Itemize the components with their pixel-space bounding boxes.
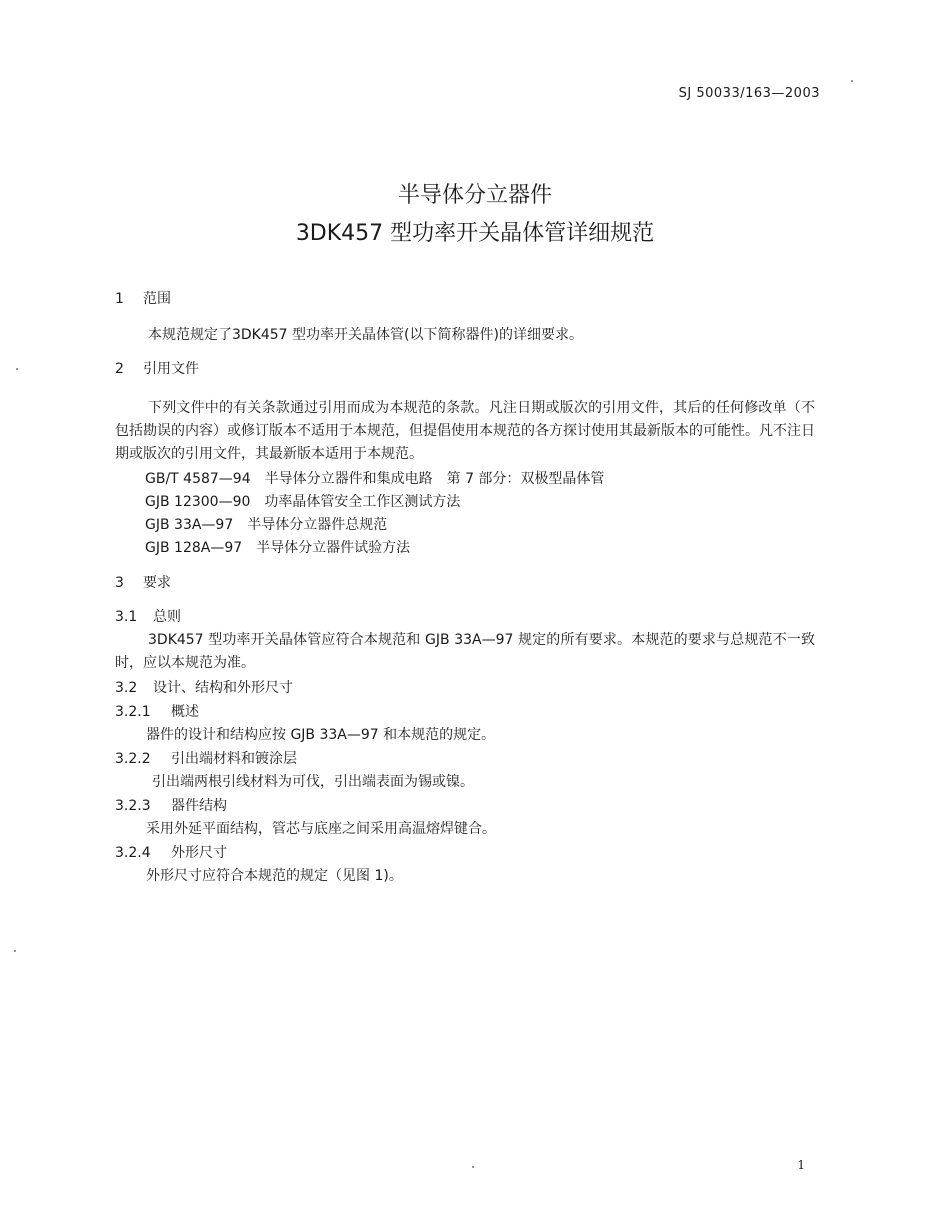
section-title: 外形尺寸 bbox=[171, 845, 227, 861]
section-number: 2 bbox=[115, 361, 124, 377]
section-title: 要求 bbox=[143, 575, 171, 591]
section-title: 总则 bbox=[153, 609, 181, 625]
section-3-heading bbox=[115, 572, 171, 592]
section-title: 概述 bbox=[171, 704, 199, 720]
section-3-2-1-text: 器件的设计和结构应按 GJB 33A—97 和本规范的规定。 bbox=[146, 727, 496, 743]
section-title: 设计、结构和外形尺寸 bbox=[153, 680, 293, 696]
section-3-2-3-heading bbox=[115, 795, 227, 815]
section-number: 3.1 bbox=[115, 609, 138, 625]
section-title: 范围 bbox=[143, 291, 171, 307]
section-3-1-heading bbox=[115, 606, 181, 626]
section-number: 3.2.3 bbox=[115, 798, 151, 814]
section-number: 3.2.4 bbox=[115, 845, 151, 861]
reference-item: GJB 12300—90 功率晶体管安全工作区测试方法 bbox=[145, 494, 461, 510]
scan-speck bbox=[14, 950, 16, 952]
section-3-2-1-heading bbox=[115, 701, 199, 721]
scan-speck bbox=[16, 368, 18, 370]
section-title: 引用文件 bbox=[143, 361, 199, 377]
section-3-2-2-heading bbox=[115, 748, 297, 768]
section-number: 3 bbox=[115, 575, 124, 591]
section-number: 3.2.1 bbox=[115, 704, 151, 720]
section-title: 引出端材料和镀涂层 bbox=[171, 751, 297, 767]
doc-title-line1: 半导体分立器件 bbox=[397, 183, 552, 208]
section-3-2-heading bbox=[115, 677, 293, 697]
section-3-2-2-text: 引出端两根引线材料为可伐，引出端表面为锡或镍。 bbox=[152, 774, 474, 790]
standard-number: SJ 50033/163—2003 bbox=[678, 86, 820, 101]
scan-speck bbox=[851, 80, 853, 82]
section-title: 器件结构 bbox=[171, 798, 227, 814]
section-3-2-4-heading bbox=[115, 842, 227, 862]
doc-title-line2: 3DK457 型功率开关晶体管详细规范 bbox=[295, 221, 655, 246]
section-number: 1 bbox=[115, 291, 124, 307]
section-1-text: 本规范规定了3DK457 型功率开关晶体管(以下简称器件)的详细要求。 bbox=[148, 327, 583, 343]
section-2-text: 下列文件中的有关条款通过引用而成为本规范的条款。凡注日期或版次的引用文件，其后的任何修改单（不包括勘误的内容）或修订版本不适用于本规范，但提倡使用本规范的各方探讨使用其最新版本的可能性。凡不注日期或版次的引用文件，其最新版本适用于本规范。 bbox=[115, 400, 815, 462]
reference-item: GJB 128A—97 半导体分立器件试验方法 bbox=[145, 540, 411, 556]
scan-speck bbox=[472, 1166, 474, 1168]
section-3-2-3-text: 采用外延平面结构，管芯与底座之间采用高温熔焊键合。 bbox=[146, 821, 496, 837]
section-1-heading bbox=[115, 288, 171, 308]
reference-item: GB/T 4587—94 半导体分立器件和集成电路 第 7 部分：双极型晶体管 bbox=[145, 471, 605, 487]
section-number: 3.2.2 bbox=[115, 751, 151, 767]
section-2-heading bbox=[115, 358, 199, 378]
section-number: 3.2 bbox=[115, 680, 138, 696]
reference-item: GJB 33A—97 半导体分立器件总规范 bbox=[145, 517, 388, 533]
section-3-2-4-text: 外形尺寸应符合本规范的规定（见图 1)。 bbox=[146, 868, 403, 884]
section-3-1-text: 3DK457 型功率开关晶体管应符合本规范和 GJB 33A—97 规定的所有要求。本规范的要求与总规范不一致时，应以本规范为准。 bbox=[115, 632, 815, 671]
page-number: 1 bbox=[797, 1158, 805, 1172]
